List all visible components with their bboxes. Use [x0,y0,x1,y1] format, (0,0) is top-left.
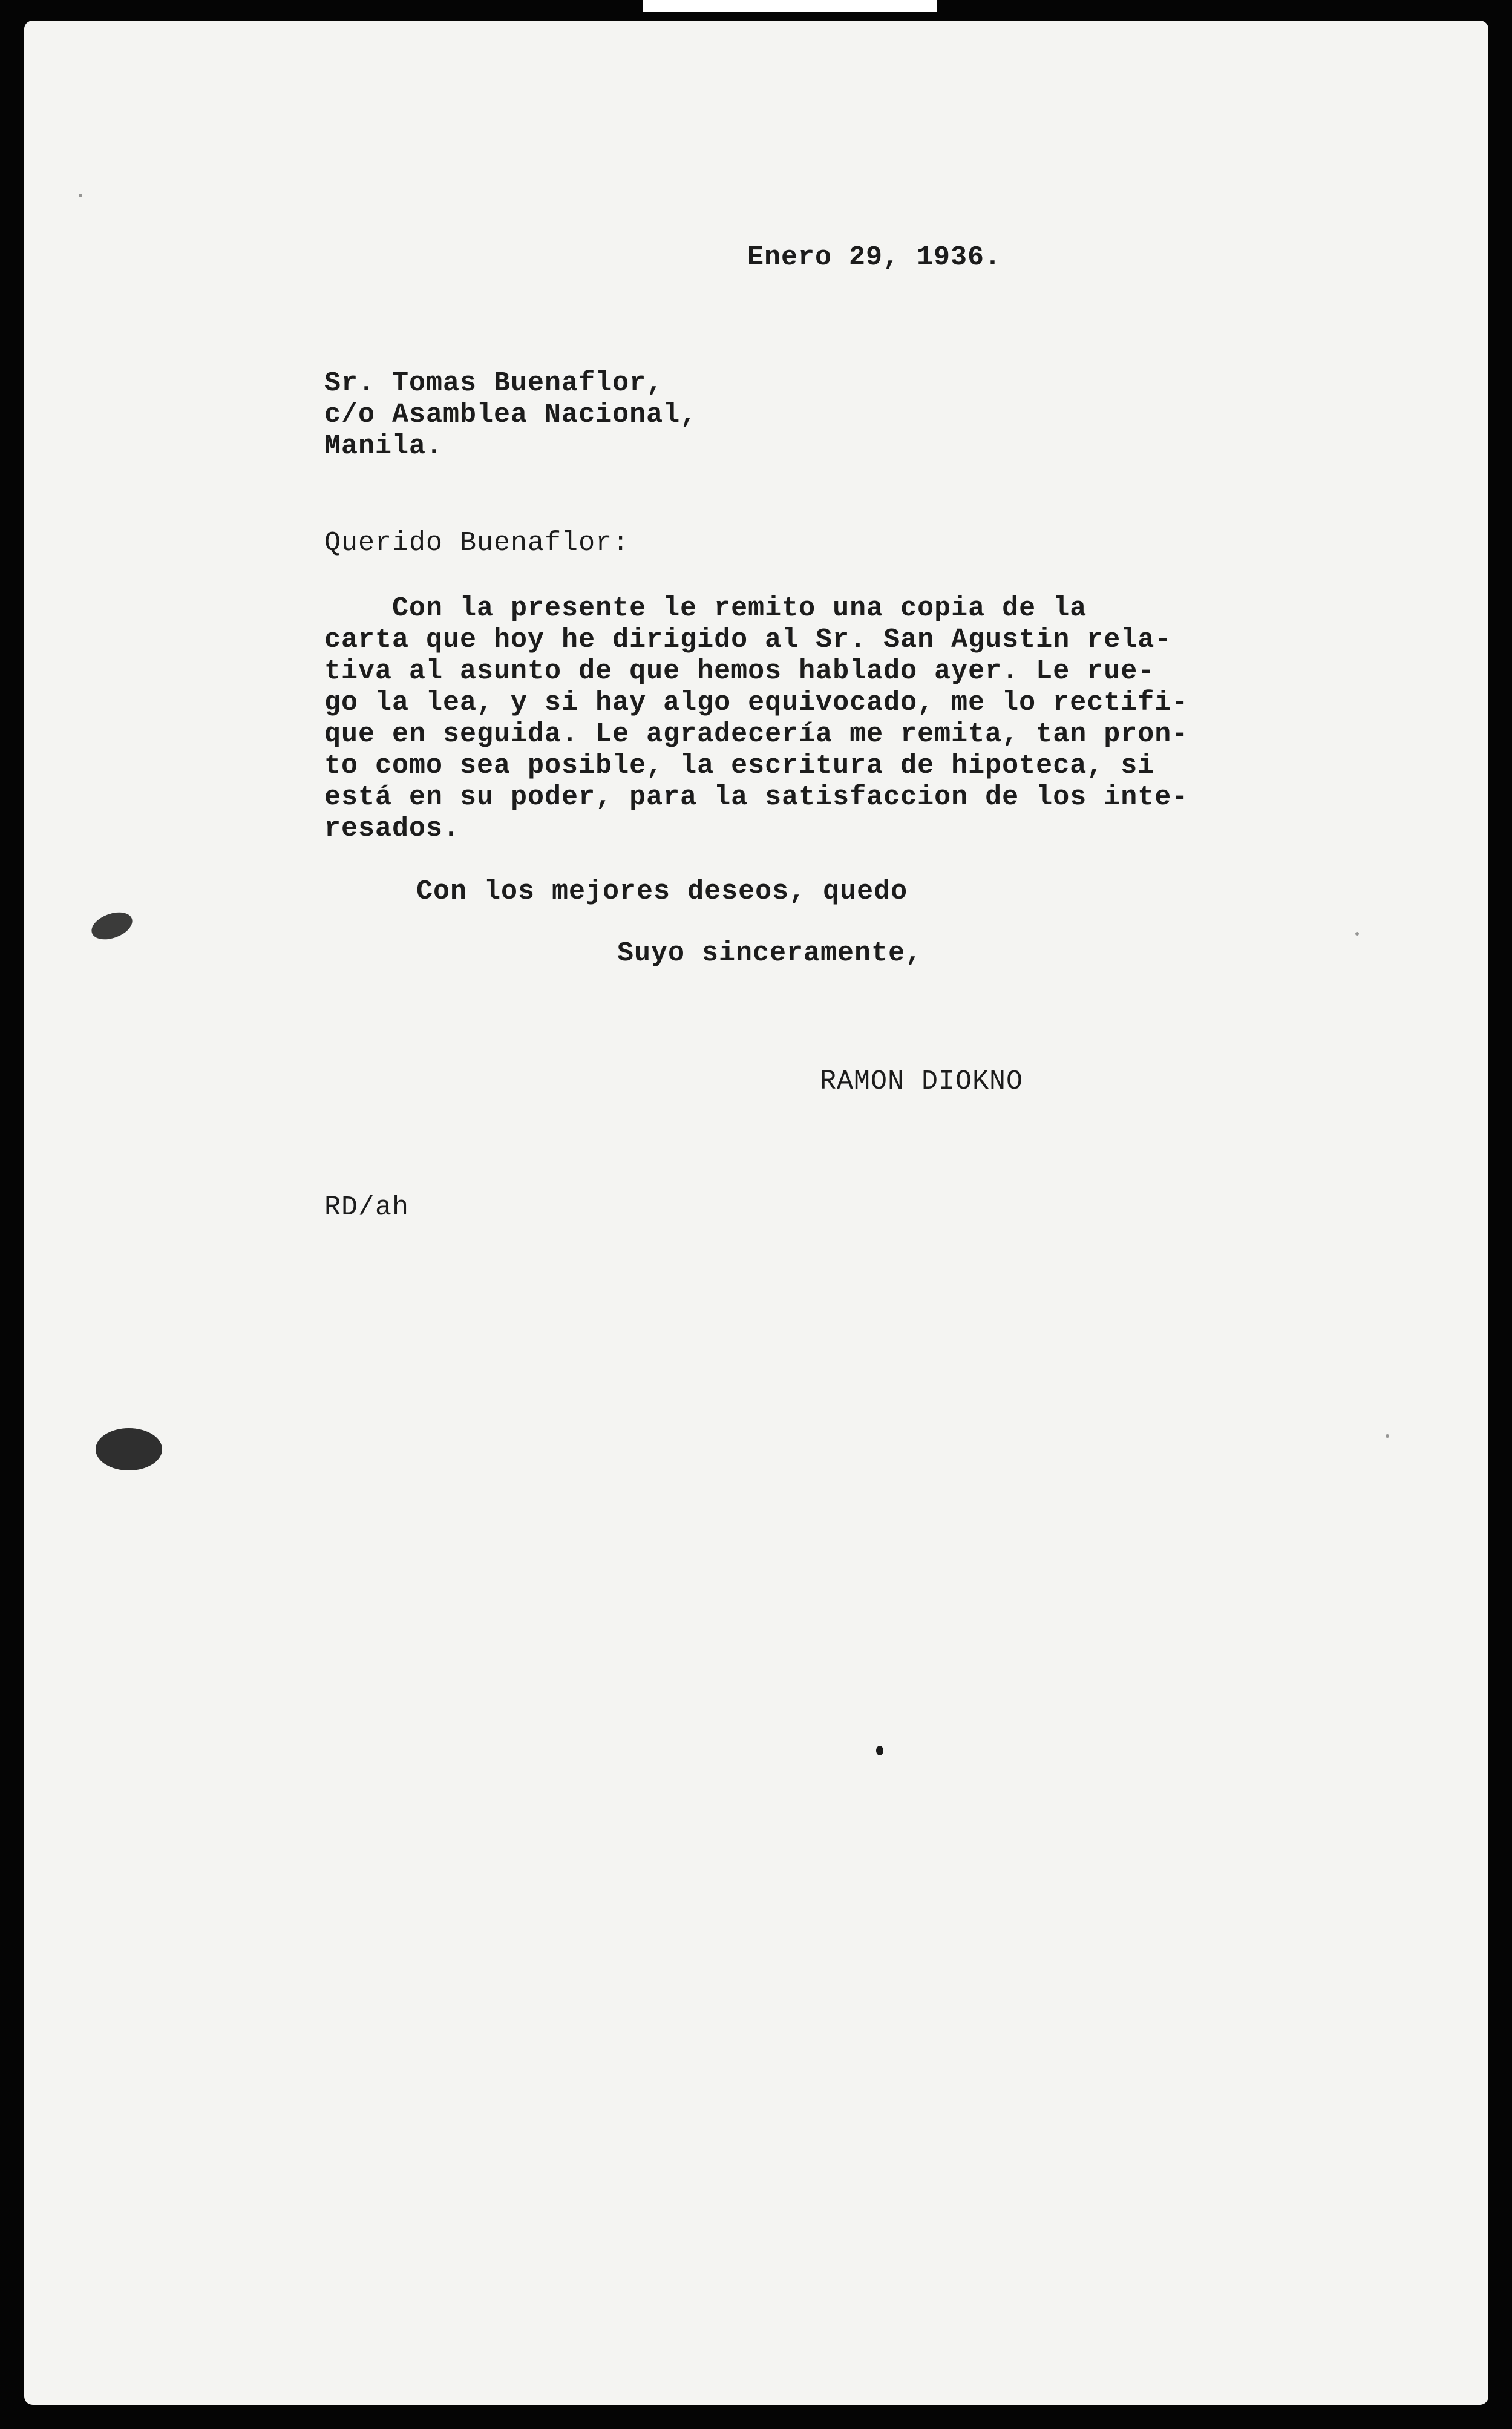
closing-line: Con los mejores deseos, quedo [416,876,908,907]
address-line-name: Sr. Tomas Buenaflor, [324,368,664,399]
ink-speck [79,194,82,197]
salutation: Querido Buenaflor: [324,528,630,559]
body-line-7: está en su poder, para la satisfaccion de los inte- [324,782,1189,813]
body-line-5: que en seguida. Le agradecería me remita, tan pron- [324,719,1189,750]
letter-date: Enero 29, 1936. [747,242,1002,273]
ink-speck [1386,1434,1389,1438]
ink-speck [876,1746,883,1755]
body-line-6: to como sea posible, la escritura de hipoteca, si [324,750,1155,781]
signature-name: RAMON DIOKNO [820,1066,1024,1097]
body-line-4: go la lea, y si hay algo equivocado, me lo rectifi- [324,687,1189,718]
address-line-org: c/o Asamblea Nacional, [324,399,698,430]
address-line-city: Manila. [324,431,443,462]
ink-blot [96,1428,162,1470]
body-line-8: resados. [324,813,460,844]
body-line-3: tiva al asunto de que hemos hablado ayer. Le rue- [324,656,1155,687]
body-line-1: Con la presente le remito una copia de la [324,593,1087,624]
reference-initials: RD/ah [324,1192,410,1223]
sign-off: Suyo sinceramente, [617,938,923,969]
scan-edge-tab [643,0,937,12]
body-line-2: carta que hoy he dirigido al Sr. San Agustin rela- [324,624,1172,655]
ink-speck [1355,932,1359,936]
letter-page [24,21,1488,2405]
